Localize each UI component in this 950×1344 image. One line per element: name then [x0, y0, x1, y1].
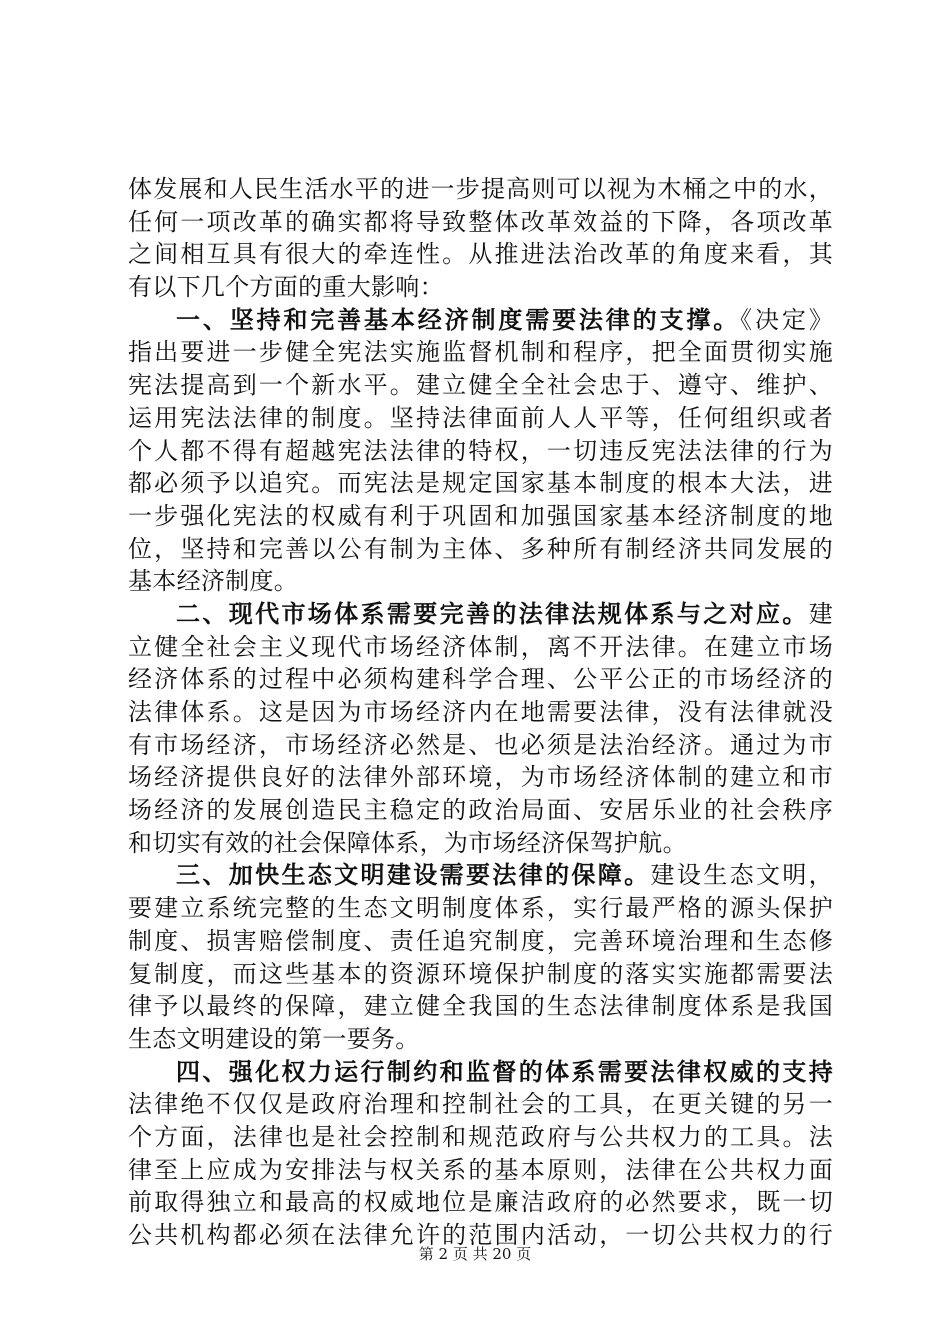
text-line: 制度、损害赔偿制度、责任追究制度，完善环境治理和生态修: [128, 926, 833, 955]
text-line: 运用宪法法律的制度。坚持法律面前人人平等，任何组织或者: [128, 403, 833, 432]
paragraph: [128, 598, 833, 860]
text-line: 体发展和人民生活水平的进一步提高则可以视为木桶之中的水，: [128, 175, 833, 203]
text-line: 律至上应成为安排法与权关系的基本原则，法律在公共权力面: [128, 1155, 833, 1184]
text-run: 建: [808, 599, 833, 628]
paragraph-first-line: [128, 1056, 833, 1089]
text-line: 生态文明建设的第一要务。: [128, 1024, 420, 1053]
section-heading: 三、加快生态文明建设需要法律的保障。: [176, 860, 651, 890]
page-number-footer: 第 2 页 共 20 页: [418, 1245, 532, 1263]
text-line: 基本经济制度。: [128, 567, 299, 596]
text-line: 个人都不得有超越宪法法律的特权，一切违反宪法法律的行为: [128, 436, 833, 465]
text-line: 法律体系。这是因为市场经济内在地需要法律，没有法律就没: [128, 698, 833, 726]
section-heading: 四、强化权力运行制约和监督的体系需要法律权威的支持: [176, 1056, 833, 1086]
text-line: 前取得独立和最高的权威地位是廉洁政府的必然要求，既一切: [128, 1188, 833, 1217]
text-line: 有市场经济，市场经济必然是、也必须是法治经济。通过为市: [128, 730, 833, 759]
paragraph: [128, 304, 833, 598]
text-run: 《决定》: [740, 305, 833, 334]
text-run: 建设生态文明，: [650, 861, 833, 890]
text-line: 律予以最终的保障，建立健全我国的生态法律制度体系是我国: [128, 992, 833, 1021]
text-line: 法律绝不仅仅是政府治理和控制社会的工具，在更关键的另一: [128, 1090, 833, 1119]
text-line: 场经济的发展创造民主稳定的政治局面、安居乐业的社会秩序: [128, 796, 833, 825]
paragraph: [128, 859, 833, 1055]
paragraph-first-line: [128, 598, 833, 631]
text-line: 立健全社会主义现代市场经济体制，离不开法律。在建立市场: [128, 632, 833, 661]
text-line: 场经济提供良好的法律外部环境，为市场经济体制的建立和市: [128, 763, 833, 792]
text-line: 个方面，法律也是社会控制和规范政府与公共权力的工具。法: [128, 1122, 833, 1151]
text-line: 宪法提高到一个新水平。建立健全全社会忠于、遵守、维护、: [128, 371, 833, 400]
text-line: 一步强化宪法的权威有利于巩固和加强国家基本经济制度的地: [128, 501, 833, 530]
text-line: 任何一项改革的确实都将导致整体改革效益的下降，各项改革: [128, 207, 833, 236]
text-line: 指出要进一步健全宪法实施监督机制和程序，把全面贯彻实施: [128, 338, 833, 367]
text-line: 经济体系的过程中必须构建科学合理、公平公正的市场经济的: [128, 665, 833, 694]
text-line: 都必须予以追究。而宪法是规定国家基本制度的根本大法，进: [128, 469, 833, 498]
text-line: 要建立系统完整的生态文明制度体系，实行最严格的源头保护: [128, 894, 833, 923]
paragraph-first-line: [128, 304, 833, 337]
text-line: 有以下几个方面的重大影响：: [128, 273, 444, 302]
section-heading: 二、现代市场体系需要完善的法律法规体系与之对应。: [176, 598, 809, 628]
paragraph: [128, 173, 833, 304]
text-line: 公共机构都必须在法律允许的范围内活动，一切公共权力的行: [128, 1221, 833, 1249]
section-heading: 一、坚持和完善基本经济制度需要法律的支撑。: [176, 304, 741, 334]
text-line: 位，坚持和完善以公有制为主体、多种所有制经济共同发展的: [128, 534, 833, 563]
document-body: [128, 173, 833, 1252]
text-line: 和切实有效的社会保障体系，为市场经济保驾护航。: [128, 828, 687, 857]
text-line: 复制度，而这些基本的资源环境保护制度的落实实施都需要法: [128, 959, 833, 988]
text-line: 之间相互具有很大的牵连性。从推进法治改革的角度来看，其: [128, 240, 833, 269]
paragraph-first-line: [128, 859, 833, 892]
paragraph: [128, 1056, 833, 1252]
